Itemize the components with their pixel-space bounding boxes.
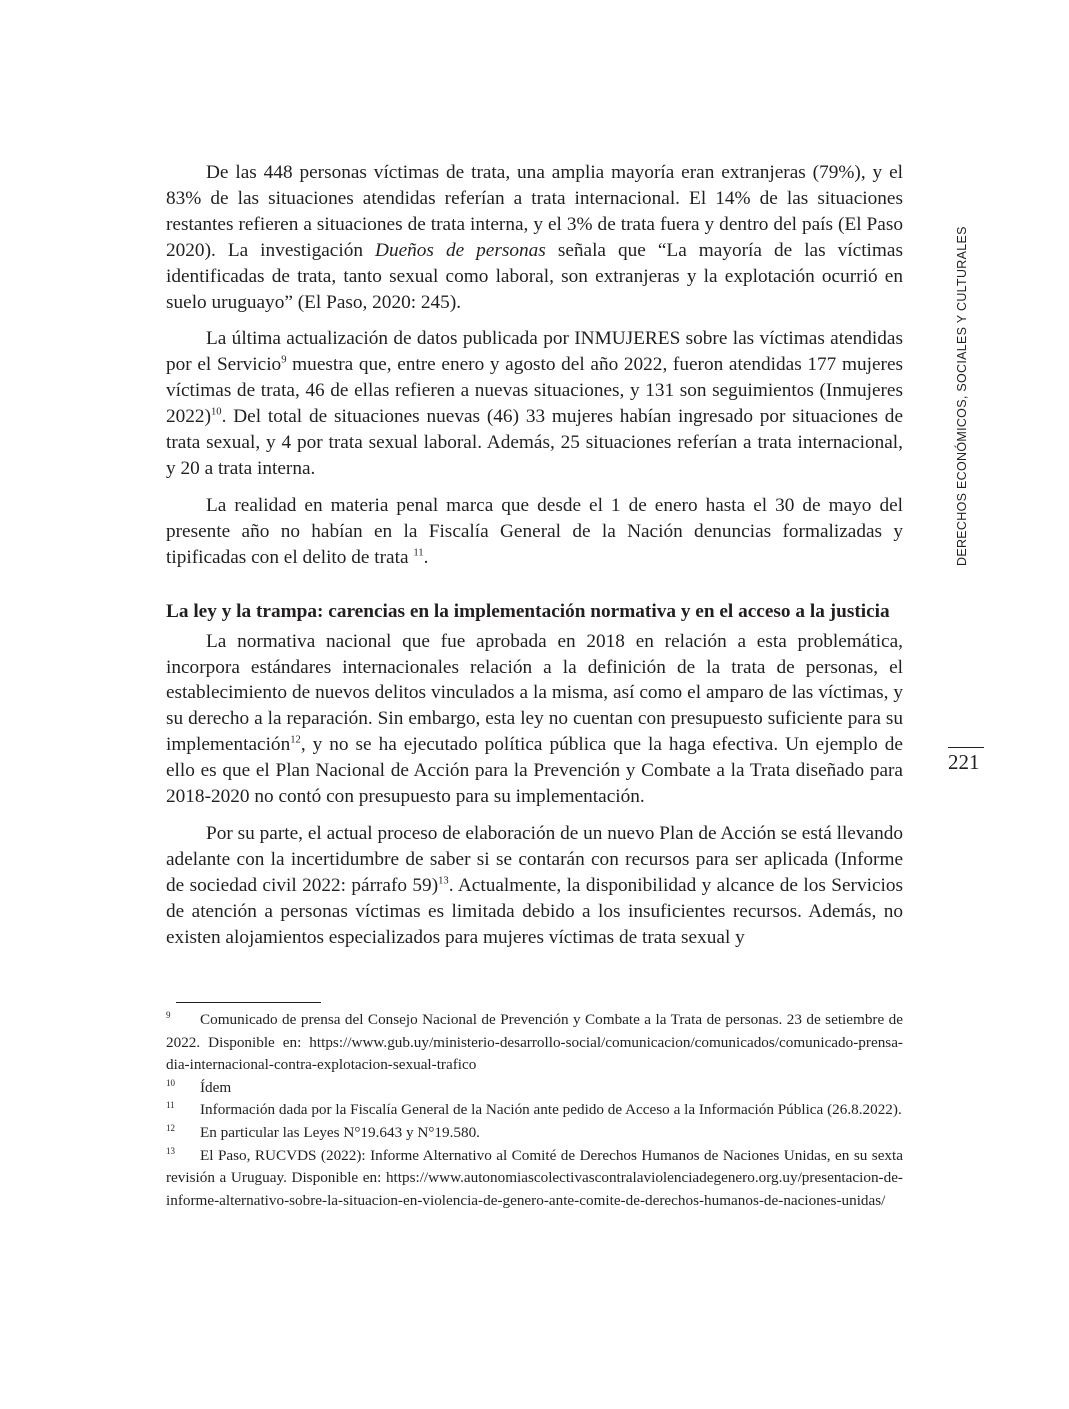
running-section-label: DERECHOS ECONÓMICOS, SOCIALES Y CULTURALES [955, 226, 969, 566]
book-title: Dueños de personas [375, 239, 546, 261]
footnote-text: Ídem [200, 1078, 232, 1096]
paragraph-2-text-a: La última actualización de datos publicada por INMUJERES sobre las víctimas atendidas por el Servicio [166, 328, 903, 376]
footnote-text: En particular las Leyes N°19.643 y N°19.580. [200, 1123, 480, 1141]
footnote-ref-10[interactable]: 10 [210, 406, 222, 418]
footnote-item: 11 Información dada por la Fiscalía General de la Nación ante pedido de Acceso a la Información Pública (26.8.2022). [166, 1100, 902, 1119]
paragraph-5-text-a: Por su parte, el actual proceso de elaboración de un nuevo Plan de Acción se está llevando adelante con la incertidumbre de saber si se contarán con recursos para ser aplicada (Informe de sociedad civil 2022: párrafo 59) [166, 822, 903, 896]
paragraph-2-text-c: . Del total de situaciones nuevas (46) 33 mujeres habían ingresado por situaciones de trata sexual, y 4 por trata sexual laboral. Además, 25 situaciones referían a trata internacional, y 20 a trata interna. [166, 406, 903, 479]
paragraph-1 [166, 160, 903, 315]
footnote-ref-11[interactable]: 11 [413, 547, 424, 559]
section-heading: La ley y la trampa: carencias en la implementación normativa y en el acceso a la justicia [166, 600, 890, 622]
page-number: 221 [948, 750, 980, 774]
paragraph-5 [166, 821, 903, 951]
footnote-text: Información dada por la Fiscalía General de la Nación ante pedido de Acceso a la Información Pública (26.8.2022). [200, 1101, 902, 1119]
footnote-ref-13[interactable]: 13 [438, 875, 449, 887]
page-number-rule [948, 747, 984, 748]
paragraph-4-text-b: , y no se ha ejecutado política pública que la haga efectiva. Un ejemplo de ello es que el Plan Nacional de Acción para la Prevención y Combate a la Trata diseñado para 2018-2020 no contó con presupuesto para su implementación. [166, 734, 903, 808]
paragraph-4 [166, 629, 903, 810]
footnotes [166, 1009, 903, 1212]
paragraph-3-text-b: . [423, 546, 429, 568]
paragraph-1-text-a: De las 448 personas víctimas de trata, una amplia mayoría eran extranjeras (79%), y el 83% de las situaciones atendidas referían a trata internacional. El 14% de las situaciones restantes refieren a situaciones de trata interna, y el 3% de trata fuera y dentro del país (El Paso 2020). La investigación [166, 162, 903, 261]
footnote-text: El Paso, RUCVDS (2022): Informe Alternativo al Comité de Derechos Humanos de Naciones Unidas, en su sexta revisión a Uruguay. Disponible en: https://www.autonomiascolectivascontralaviolenciadegenero.org.uy/presentacion-de-informe-alternativo-sobre-la-situacion-en-violencia-de-genero-ante-comite-de-derechos-humanos-de-naciones-unidas/ [166, 1146, 903, 1209]
footnote-ref-9[interactable]: 9 [281, 354, 287, 366]
body-text [166, 160, 903, 961]
footnote-item: 12 En particular las Leyes N°19.643 y N°19.580. [166, 1122, 480, 1141]
paragraph-5-text-b: . Actualmente, la disponibilidad y alcance de los Servicios de atención a personas víctimas es limitada debido a los insuficientes recursos. Además, no existen alojamientos especializados para mujeres víctimas de trata sexual y [166, 874, 904, 948]
footnote-text: Comunicado de prensa del Consejo Nacional de Prevención y Combate a la Trata de personas. 23 de setiembre de 2022. Disponible en: https://www.gub.uy/ministerio-desarrollo-social/comunicacion/comunicados/comunicado-prensa-dia-internacional-contra-explotacion-sexual-trafico [166, 1011, 903, 1074]
paragraph-3-text-a: La realidad en materia penal marca que desde el 1 de enero hasta el 30 de mayo del presente año no habían en la Fiscalía General de la Nación denuncias formalizadas y tipificadas con el delito de trata [166, 494, 903, 568]
footnote-item: 9 Comunicado de prensa del Consejo Nacional de Prevención y Combate a la Trata de personas. 23 de setiembre de 2022. Disponible en: https://www.gub.uy/ministerio-desarrollo-social/comunicacion/comunicados/comunicado-prensa-dia-internacional-contra-explotacion-sexual-trafico [166, 1009, 903, 1074]
paragraph-1-text-b: señala que “La mayoría de las víctimas identificadas de trata, tanto sexual como laboral, son extranjeras y la explotación ocurrió en suelo uruguayo” (El Paso, 2020: 245). [166, 239, 903, 313]
paragraph-4-text-a: La normativa nacional que fue aprobada en 2018 en relación a esta problemática, incorpora estándares internacionales relación a la definición de la trata de personas, el establecimiento de nuevos delitos vinculados a la misma, así como el amparo de las víctimas, y su derecho a la reparación. Sin embargo, esta ley no cuentan con presupuesto suficiente para su implementación [166, 630, 903, 756]
paragraph-2-text-b: muestra que, entre enero y agosto del año 2022, fueron atendidas 177 mujeres víctimas de trata, 46 de ellas refieren a nuevas situaciones, y 131 son seguimientos (Inmujeres 2022) [166, 354, 904, 428]
footnote-item: 13 El Paso, RUCVDS (2022): Informe Alternativo al Comité de Derechos Humanos de Naciones Unidas, en su sexta revisión a Uruguay. Disponible en: https://www.autonomiascolectivascontralaviolenciadegenero.org.uy/presentacion-de-informe-alternativo-sobre-la-situacion-en-violencia-de-genero-ante-comite-de-derechos-humanos-de-naciones-unidas/ [166, 1145, 903, 1209]
footnote-item: 10 Ídem [166, 1077, 232, 1096]
footnote-ref-12[interactable]: 12 [290, 734, 301, 746]
footnote-divider [176, 1002, 321, 1003]
paragraph-2 [166, 326, 903, 481]
paragraph-3 [166, 493, 903, 571]
